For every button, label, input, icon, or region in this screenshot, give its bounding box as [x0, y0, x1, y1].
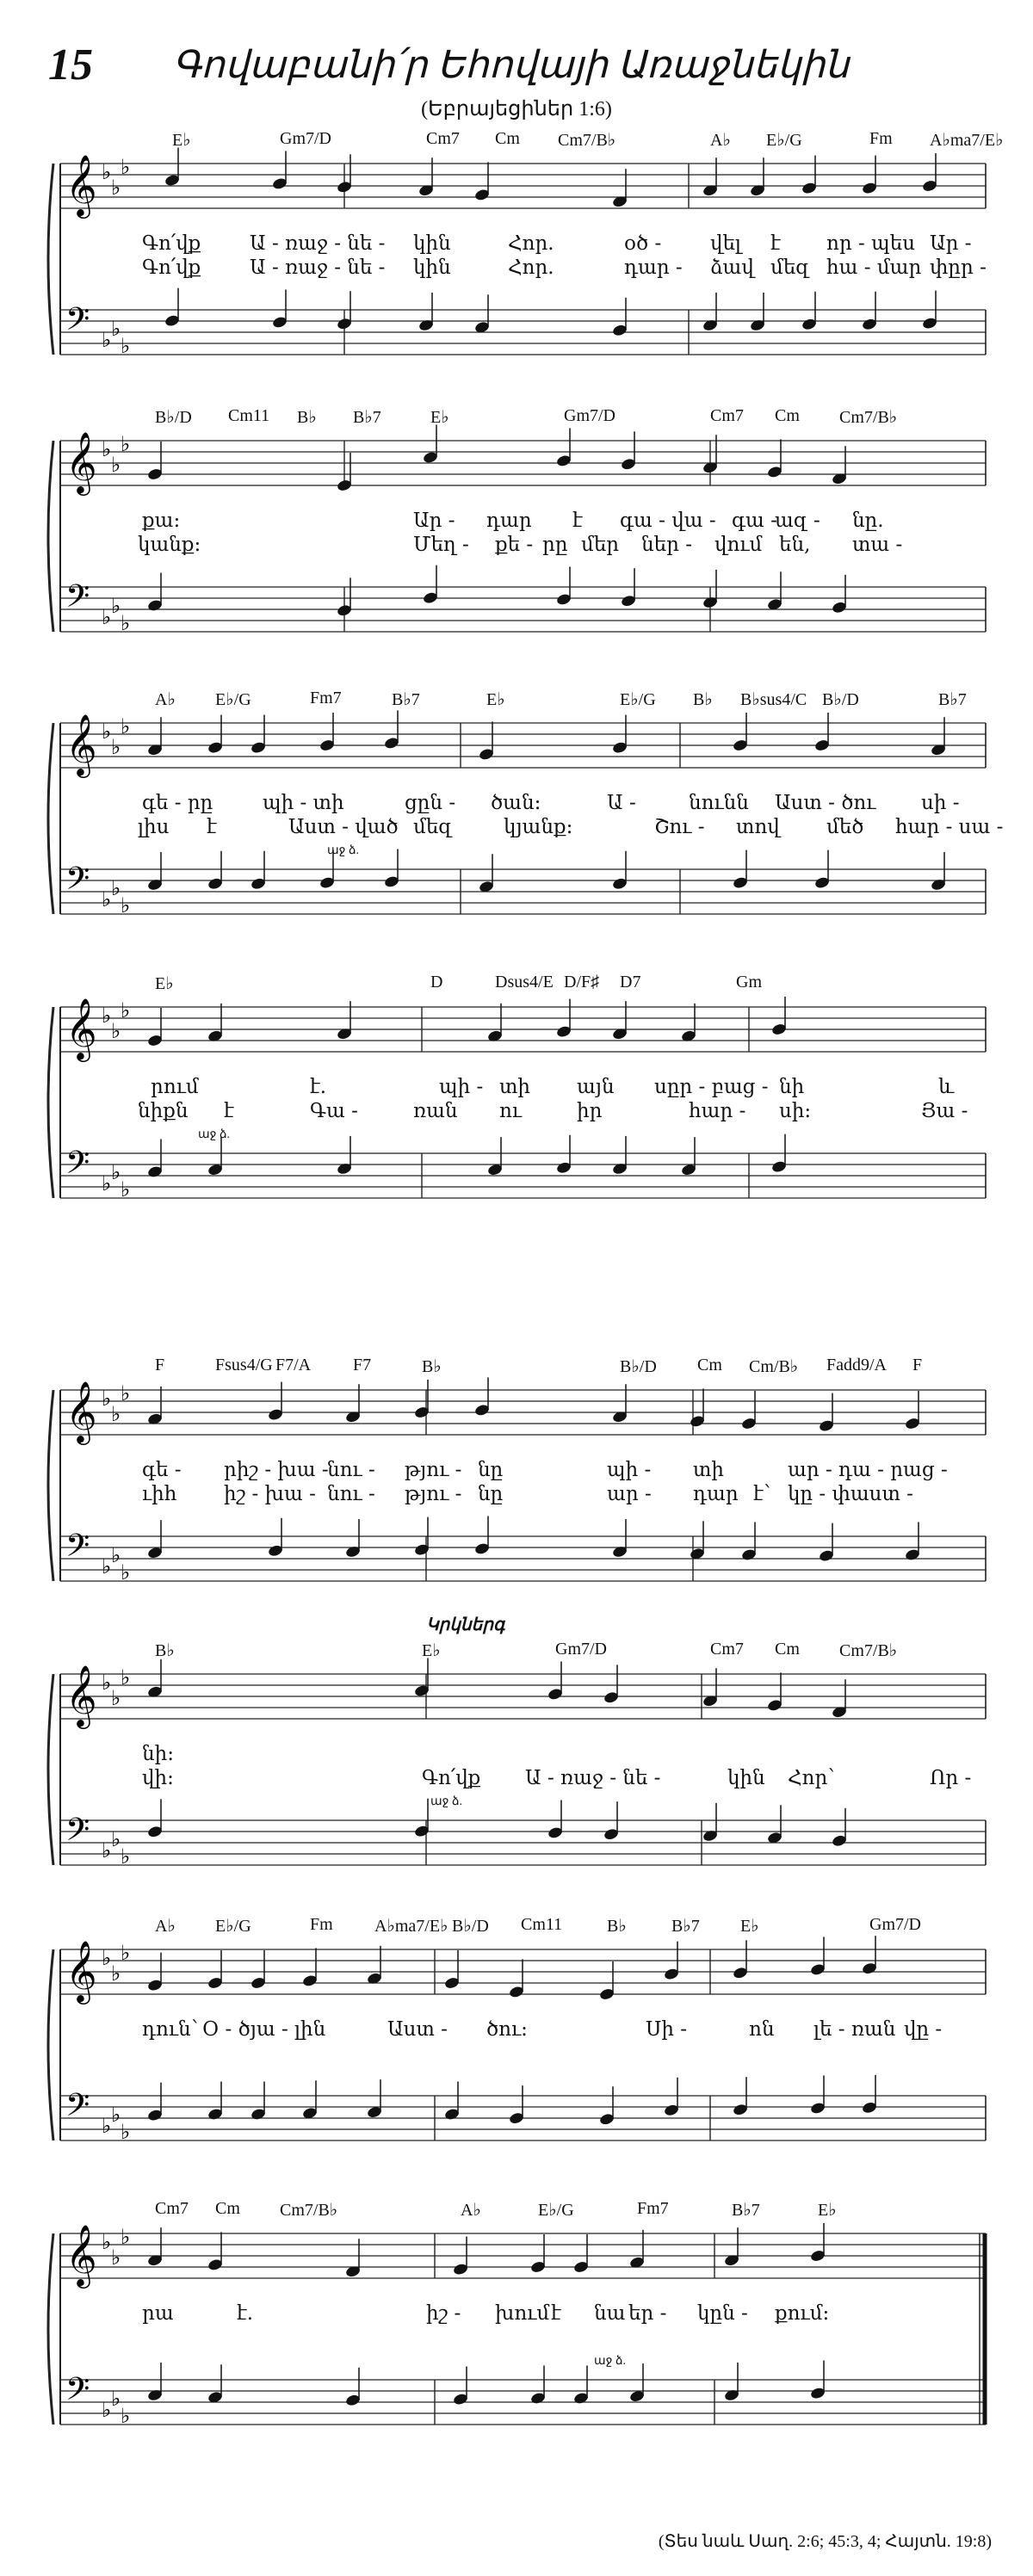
flat-icon: ♭ — [102, 2398, 112, 2422]
lyric-syllable: ցըն - — [405, 792, 456, 814]
music-system — [0, 689, 1033, 947]
lyric-syllable: նը — [478, 1459, 504, 1481]
flat-icon: ♭ — [121, 334, 131, 358]
chord-symbol: D7 — [620, 973, 641, 991]
chord-symbol: Cm7/B♭ — [839, 408, 898, 427]
chord-symbol: Cm7/B♭ — [558, 131, 616, 150]
chord-symbol: Cm7/B♭ — [280, 2201, 338, 2220]
chord-symbol: B♭ — [693, 690, 713, 709]
chord-symbol: Cm7 — [710, 406, 744, 425]
lyric-syllable: քե - — [495, 534, 534, 556]
chord-symbol: B♭/D — [822, 690, 859, 709]
flat-icon: ♭ — [102, 1946, 112, 1970]
lyric-syllable: սի - — [921, 792, 960, 814]
flat-icon: ♭ — [111, 1019, 121, 1043]
flat-icon: ♭ — [111, 2387, 121, 2411]
lyric-syllable: Գո՛վք — [142, 256, 201, 279]
chord-symbol: A♭ — [155, 690, 176, 709]
staff-notation — [0, 2199, 1033, 2457]
treble-clef-icon: 𝄞 — [65, 713, 97, 775]
flat-icon: ♭ — [121, 155, 131, 179]
lyric-syllable: տի — [499, 1076, 530, 1098]
lyric-syllable: սի: — [779, 1100, 812, 1122]
treble-clef-icon: 𝄞 — [65, 2223, 97, 2286]
flat-icon: ♭ — [111, 876, 121, 900]
lyric-syllable: դար — [693, 1483, 739, 1505]
lyrics-verse-1 — [0, 1459, 1033, 1485]
flat-icon: ♭ — [121, 1941, 131, 1965]
lyric-syllable: գա - վա - — [620, 510, 716, 532]
lyric-syllable: Գո՛վք — [422, 1767, 481, 1789]
chord-symbol: Fm7 — [310, 689, 342, 707]
lyric-syllable: Հոր. — [508, 232, 554, 255]
system-brace — [48, 2233, 53, 2425]
chord-symbol: E♭ — [740, 1917, 759, 1936]
lyric-syllable: ազ - — [775, 510, 820, 532]
lyrics-verse-2 — [0, 1100, 1033, 1126]
chord-symbol: Fm — [869, 129, 893, 148]
scripture-references: (Տես նաև Սաղ. 2:6; 45:3, 4; Հայտն. 19:8) — [658, 2532, 992, 2551]
lyrics-verse-2 — [0, 534, 1033, 559]
lyric-syllable: Հոր՝ — [788, 1767, 835, 1789]
flat-icon: ♭ — [111, 594, 121, 618]
flat-icon: ♭ — [121, 1177, 131, 1202]
lyric-syllable: վը - — [904, 2018, 943, 2041]
lyric-syllable: է — [770, 232, 781, 255]
treble-clef-icon: 𝄞 — [65, 430, 97, 493]
flat-icon: ♭ — [102, 720, 112, 744]
flat-icon: ♭ — [102, 887, 112, 911]
lyric-syllable: Մեղ - — [413, 534, 469, 556]
chord-symbol: Cm7 — [155, 2199, 189, 2218]
lyric-syllable: նիքն — [138, 1100, 189, 1122]
flat-icon: ♭ — [111, 317, 121, 341]
lyric-syllable: են, — [779, 534, 811, 556]
lyric-syllable: Աստ - ծու — [775, 792, 876, 814]
flat-icon: ♭ — [121, 611, 131, 635]
lyric-syllable: ոն — [749, 2018, 775, 2041]
lyric-syllable: Ա - ռաջ - նե - — [250, 232, 386, 255]
lyric-syllable: Աստ - ված — [288, 816, 399, 838]
lyric-syllable: դար - — [624, 256, 683, 279]
lyric-syllable: իր — [577, 1100, 603, 1122]
lyric-syllable: գա - — [732, 510, 777, 532]
lyric-syllable: տով — [736, 816, 780, 838]
bass-clef-icon: 𝄢 — [65, 861, 90, 905]
lyrics-verse-1 — [0, 232, 1033, 258]
flat-icon: ♭ — [121, 714, 131, 738]
lyric-syllable: այն — [577, 1076, 615, 1098]
chord-symbol: E♭ — [430, 408, 449, 427]
bass-staff — [60, 1528, 986, 1585]
system-brace — [48, 1949, 53, 2140]
lyric-syllable: ծու: — [486, 2018, 528, 2041]
lyric-syllable: որ - պես — [826, 232, 916, 255]
chord-symbol: F7/A — [275, 1356, 312, 1374]
lyric-syllable: Ա - ռաջ - նե - — [525, 1767, 661, 1789]
lyric-syllable: Որ - — [930, 1767, 972, 1789]
flat-icon: ♭ — [102, 160, 112, 184]
lyric-syllable: է — [224, 1100, 234, 1122]
lyric-syllable: քում: — [775, 2302, 830, 2325]
annotation-text: աջ ձ. — [430, 1795, 462, 1808]
lyric-syllable: կանք: — [138, 534, 201, 556]
lyrics-verse-1 — [0, 1743, 1033, 1769]
lyric-syllable: նը. — [852, 510, 884, 532]
flat-icon: ♭ — [121, 1560, 131, 1585]
music-system — [0, 1915, 1033, 2173]
chord-symbol: Fsus4/G — [215, 1356, 273, 1374]
lyric-syllable: է — [551, 2302, 561, 2325]
staff-notation — [0, 1915, 1033, 2173]
lyric-syllable: նի: — [142, 1743, 174, 1765]
flat-icon: ♭ — [102, 1387, 112, 1411]
lyric-syllable: օծ - — [624, 232, 662, 255]
treble-staff — [60, 997, 986, 1062]
lyric-syllable: Ա - ռաջ - նե - — [250, 256, 386, 279]
lyric-syllable: սըր - բաց - — [654, 1076, 769, 1098]
lyric-syllable: րը — [542, 534, 568, 556]
chord-symbol: E♭/G — [620, 690, 656, 709]
lyric-syllable: ներ - — [641, 534, 692, 556]
music-system — [0, 2199, 1033, 2457]
annotation-text: աջ ձ. — [198, 1128, 230, 1141]
lyrics-verse-2 — [0, 1483, 1033, 1509]
chord-symbol: D — [430, 973, 443, 991]
lyric-syllable: կին — [413, 232, 451, 255]
lyrics-verse-2 — [0, 256, 1033, 282]
chord-symbol: B♭ — [422, 1357, 442, 1376]
lyric-syllable: կյանք: — [504, 816, 573, 838]
lyric-syllable: հար - սա - — [895, 816, 1004, 838]
chord-symbol: Cm7 — [426, 129, 460, 148]
lyric-syllable: րա — [142, 2302, 174, 2325]
music-system — [0, 1615, 1033, 1898]
lyric-syllable: փըր - — [930, 256, 987, 279]
lyric-syllable: գե - րը — [142, 792, 213, 814]
bass-staff — [60, 1145, 986, 1202]
lyric-syllable: ձավ — [710, 256, 754, 279]
refrain-label: Կրկներգ — [426, 1615, 505, 1634]
chord-symbol: B♭ — [607, 1917, 627, 1936]
lyric-syllable: է — [207, 816, 217, 838]
lyric-syllable: Շու - — [654, 816, 705, 838]
hymn-subtitle: (Եբրայեցիներ 1:6) — [421, 98, 612, 120]
lyric-syllable: նա — [594, 2302, 626, 2325]
lyric-syllable: վում — [714, 534, 763, 556]
flat-icon: ♭ — [111, 1961, 121, 1986]
flat-icon: ♭ — [102, 1004, 112, 1028]
treble-clef-icon: 𝄞 — [65, 997, 97, 1059]
lyric-syllable: պի - — [607, 1459, 652, 1481]
flat-icon: ♭ — [111, 2246, 121, 2270]
hymn-title: Գովաբանի՛ր Եհովայի Առաջնեկին — [172, 44, 850, 86]
flat-icon: ♭ — [111, 176, 121, 200]
lyric-syllable: րում — [151, 1076, 199, 1098]
lyric-syllable: հա - մար — [826, 256, 922, 279]
chord-symbol: B♭7 — [671, 1917, 700, 1936]
hymn-number: 15 — [48, 40, 93, 90]
treble-staff — [60, 1664, 986, 1729]
lyrics-verse-2 — [0, 1767, 1033, 1793]
chord-symbol: E♭/G — [538, 2201, 574, 2220]
chord-symbol: B♭7 — [938, 690, 967, 709]
lyric-syllable: Ա - — [607, 792, 636, 814]
chord-symbol: E♭/G — [215, 690, 251, 709]
flat-icon: ♭ — [121, 893, 131, 917]
chord-symbol: Cm — [775, 406, 800, 425]
flat-icon: ♭ — [121, 2120, 131, 2144]
treble-staff — [60, 713, 986, 778]
lyric-syllable: Ար - — [930, 232, 972, 255]
flat-icon: ♭ — [102, 2114, 112, 2138]
flat-icon: ♭ — [111, 453, 121, 477]
lyric-syllable: Աստ - — [387, 2018, 448, 2041]
flat-icon: ♭ — [102, 437, 112, 461]
flat-icon: ♭ — [121, 2404, 131, 2428]
annotation-text: աջ ձ. — [594, 2355, 626, 2368]
lyric-syllable: դար — [486, 510, 532, 532]
flat-icon: ♭ — [121, 998, 131, 1022]
chord-symbol: Gm — [736, 973, 762, 991]
chord-symbol: E♭ — [818, 2201, 837, 2220]
bass-clef-icon: 𝄢 — [65, 1528, 90, 1572]
chord-symbol: E♭ — [422, 1641, 441, 1660]
music-system — [0, 406, 1033, 664]
bass-clef-icon: 𝄢 — [65, 2087, 90, 2131]
lyric-syllable: լիս — [138, 816, 170, 838]
chord-symbol: Cm7/B♭ — [839, 1641, 898, 1660]
lyric-syllable: ար - — [607, 1483, 652, 1505]
lyric-syllable: է — [572, 510, 583, 532]
chord-symbol: E♭ — [172, 131, 191, 150]
treble-staff — [60, 153, 986, 219]
lyric-syllable: ւիհ — [142, 1483, 177, 1505]
lyrics-verse-1 — [0, 1076, 1033, 1102]
chord-symbol: E♭/G — [766, 131, 802, 150]
lyric-syllable: Ար - — [413, 510, 455, 532]
flat-icon: ♭ — [102, 1171, 112, 1195]
lyric-syllable: ար - դա - րաց - — [788, 1459, 948, 1481]
lyric-syllable: նի — [779, 1076, 805, 1098]
chord-symbol: A♭ma7/E♭ — [930, 131, 1004, 150]
chord-symbol: Gm7/D — [555, 1640, 607, 1659]
bass-staff — [60, 861, 986, 917]
lyric-syllable: ռան — [413, 1100, 458, 1122]
lyric-syllable: կին — [413, 256, 451, 279]
lyric-syllable: կըն - — [697, 2302, 748, 2325]
bass-staff — [60, 301, 986, 358]
flat-icon: ♭ — [102, 1838, 112, 1863]
lyric-syllable: ծան: — [491, 792, 541, 814]
chord-symbol: Fm7 — [637, 2199, 669, 2218]
lyric-syllable: է. — [237, 2302, 254, 2325]
lyric-syllable: մեծ — [826, 816, 864, 838]
treble-staff — [60, 1380, 986, 1445]
chord-symbol: Cm — [215, 2199, 240, 2218]
lyrics-verse-1 — [0, 2302, 1033, 2328]
bass-staff — [60, 578, 986, 635]
lyrics-verse-1 — [0, 2018, 1033, 2044]
treble-staff — [60, 430, 986, 496]
flat-icon: ♭ — [111, 1827, 121, 1851]
chord-symbol: Fadd9/A — [826, 1356, 887, 1374]
lyric-syllable: Գո՛վք — [142, 232, 201, 255]
lyric-syllable: եր - — [628, 2302, 667, 2325]
chord-symbol: B♭7 — [392, 690, 420, 709]
lyric-syllable: գե - — [142, 1459, 182, 1481]
flat-icon: ♭ — [111, 1402, 121, 1426]
lyric-syllable: պի - — [439, 1076, 484, 1098]
chord-symbol: Gm7/D — [564, 406, 615, 425]
chord-symbol: B♭/D — [452, 1917, 489, 1936]
music-system — [0, 973, 1033, 1231]
chord-symbol: Cm — [697, 1356, 722, 1374]
lyric-syllable: իշ - խա - — [224, 1483, 316, 1505]
flat-icon: ♭ — [121, 1381, 131, 1405]
lyric-syllable: քա: — [142, 510, 181, 532]
chord-symbol: D/F♯ — [564, 973, 600, 991]
flat-icon: ♭ — [111, 1543, 121, 1567]
flat-icon: ♭ — [102, 2230, 112, 2254]
lyric-syllable: Օ - ծյա - լին — [202, 2018, 326, 2041]
bass-clef-icon: 𝄢 — [65, 1145, 90, 1189]
chord-symbol: Cm11 — [228, 406, 270, 425]
lyrics-verse-2 — [0, 816, 1033, 842]
lyric-syllable: Հոր. — [508, 256, 554, 279]
chord-symbol: F — [155, 1356, 165, 1374]
flat-icon: ♭ — [121, 1665, 131, 1690]
lyric-syllable: նու - — [327, 1483, 375, 1505]
chord-symbol: Cm — [775, 1640, 800, 1659]
lyric-syllable: տա - — [852, 534, 903, 556]
flat-icon: ♭ — [121, 432, 131, 456]
flat-icon: ♭ — [102, 605, 112, 629]
lyric-syllable: խում — [495, 2302, 550, 2325]
lyric-syllable: Սի - — [646, 2018, 688, 2041]
chord-symbol: Cm — [495, 129, 520, 148]
lyric-syllable: է՝ — [753, 1483, 771, 1505]
flat-icon: ♭ — [102, 1554, 112, 1578]
lyrics-verse-1 — [0, 792, 1033, 818]
lyric-syllable: դուն՝ — [142, 2018, 199, 2041]
lyric-syllable: պի - տի — [263, 792, 344, 814]
lyric-syllable: ու — [499, 1100, 523, 1122]
chord-symbol: F — [912, 1356, 923, 1374]
flat-icon: ♭ — [111, 2103, 121, 2127]
chord-symbol: E♭ — [155, 974, 174, 993]
lyric-syllable: մեր — [581, 534, 620, 556]
chord-symbol: B♭7 — [353, 408, 381, 427]
chord-symbol: B♭ — [297, 408, 317, 427]
lyric-syllable: վել — [710, 232, 741, 255]
lyric-syllable: տի — [693, 1459, 724, 1481]
bass-clef-icon: 𝄢 — [65, 301, 90, 345]
lyric-syllable: կին — [727, 1767, 765, 1789]
chord-symbol: B♭/D — [620, 1357, 657, 1376]
flat-icon: ♭ — [111, 735, 121, 759]
chord-symbol: A♭ — [710, 131, 731, 150]
lyric-syllable: նը — [478, 1483, 504, 1505]
flat-icon: ♭ — [121, 2225, 131, 2249]
flat-icon: ♭ — [111, 1686, 121, 1710]
lyric-syllable: մեզ — [770, 256, 810, 279]
bass-staff — [60, 1812, 986, 1869]
chord-symbol: F7 — [353, 1356, 372, 1374]
chord-symbol: B♭sus4/C — [740, 690, 807, 709]
flat-icon: ♭ — [121, 1844, 131, 1869]
bass-clef-icon: 𝄢 — [65, 578, 90, 622]
lyric-syllable: թյու - — [405, 1483, 462, 1505]
chord-symbol: E♭ — [486, 690, 505, 709]
chord-symbol: B♭ — [155, 1641, 175, 1660]
lyric-syllable: կը - փաստ - — [788, 1483, 913, 1505]
chord-symbol: A♭ma7/E♭ — [374, 1917, 448, 1936]
music-system — [0, 1356, 1033, 1614]
chord-symbol: A♭ — [461, 2201, 481, 2220]
chord-symbol: Cm7 — [710, 1640, 744, 1659]
flat-icon: ♭ — [111, 1160, 121, 1184]
lyric-syllable: հար - — [689, 1100, 746, 1122]
lyric-syllable: նունն — [689, 792, 749, 814]
chord-symbol: Gm7/D — [280, 129, 331, 148]
lyric-syllable: և — [938, 1076, 955, 1098]
lyric-syllable: մեզ — [413, 816, 453, 838]
treble-clef-icon: 𝄞 — [65, 1939, 97, 2002]
flat-icon: ♭ — [102, 1671, 112, 1695]
lyric-syllable: թյու - — [405, 1459, 462, 1481]
chord-symbol: A♭ — [155, 1917, 176, 1936]
lyric-syllable: է. — [310, 1076, 327, 1098]
chord-symbol: B♭7 — [732, 2201, 760, 2220]
music-system — [0, 129, 1033, 387]
treble-clef-icon: 𝄞 — [65, 1380, 97, 1442]
bass-clef-icon: 𝄢 — [65, 2371, 90, 2415]
lyric-syllable: Գա - — [310, 1100, 358, 1122]
lyric-syllable: Յա - — [921, 1100, 968, 1122]
chord-symbol: Cm/B♭ — [749, 1357, 799, 1376]
treble-clef-icon: 𝄞 — [65, 153, 97, 216]
chord-symbol: Cm11 — [521, 1915, 563, 1934]
lyric-syllable: րիշ - խա - — [224, 1459, 329, 1481]
lyric-syllable: լե - ռան — [813, 2018, 896, 2041]
chord-symbol: E♭/G — [215, 1917, 251, 1936]
bass-clef-icon: 𝄢 — [65, 1812, 90, 1856]
chord-symbol: Gm7/D — [869, 1915, 921, 1934]
annotation-text: աջ ձ. — [327, 844, 359, 857]
chord-symbol: B♭/D — [155, 408, 192, 427]
lyric-syllable: իշ - — [426, 2302, 461, 2325]
treble-staff — [60, 2223, 986, 2289]
treble-clef-icon: 𝄞 — [65, 1664, 97, 1727]
flat-icon: ♭ — [102, 328, 112, 352]
lyric-syllable: վի: — [142, 1767, 174, 1789]
chord-symbol: Fm — [310, 1915, 333, 1934]
lyrics-verse-1 — [0, 510, 1033, 535]
lyric-syllable: նու - — [327, 1459, 375, 1481]
bass-staff — [60, 2371, 986, 2428]
chord-symbol: Dsus4/E — [495, 973, 554, 991]
